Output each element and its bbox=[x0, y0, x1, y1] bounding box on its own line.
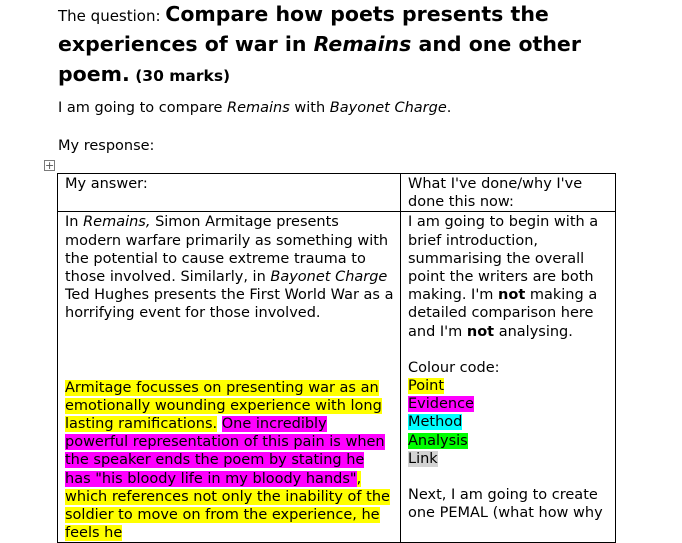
colour-code-list bbox=[408, 377, 609, 468]
notes-text-2: making a detailed comparison here and I'm bbox=[408, 287, 598, 340]
intro-text-1: In bbox=[65, 214, 84, 231]
evidence-highlight: One incredibly powerful representation of this pain is when the speaker ends the poem by stating he has "his bloody life in my bloody hands" bbox=[65, 416, 385, 487]
header-answer-cell[interactable]: My answer: bbox=[58, 174, 401, 212]
compare-pre: I am going to compare bbox=[58, 100, 228, 116]
table-move-handle-icon[interactable]: + bbox=[45, 159, 55, 172]
question-prefix: The question: bbox=[58, 7, 166, 25]
question-title-part1: Compare how poets presents the experiences of war in bbox=[58, 2, 549, 56]
question-title-part2: and one other poem. bbox=[58, 32, 581, 86]
intro-text-2: Simon Armitage presents modern warfare primarily as something with the potential to cause extreme trauma to those involved. Similarly, in bbox=[65, 214, 389, 286]
question-marks: (30 marks) bbox=[129, 67, 231, 85]
legend-link: Link bbox=[408, 450, 438, 467]
question-heading bbox=[58, 0, 658, 90]
paragraph-spacer bbox=[65, 323, 394, 379]
compare-post: . bbox=[446, 100, 452, 116]
pemal-paragraph bbox=[65, 379, 394, 543]
header-notes-cell[interactable]: What I've done/why I've done this now: bbox=[401, 174, 616, 212]
notes-cell[interactable] bbox=[401, 212, 616, 543]
next-note: Next, I am going to create one PEMAL (what how why bbox=[408, 487, 603, 522]
point-continuation: which references not only the inability of the soldier to move on from the experience, he feels he bbox=[65, 488, 390, 542]
notes-intro bbox=[408, 213, 609, 340]
legend-evidence: Evidence bbox=[408, 396, 474, 413]
response-label: My response: bbox=[58, 138, 155, 154]
response-table bbox=[57, 173, 616, 543]
notes-spacer bbox=[408, 341, 609, 359]
legend-method: Method bbox=[408, 414, 463, 431]
notes-spacer-2 bbox=[408, 468, 609, 486]
intro-poem-bayonet: Bayonet Charge bbox=[270, 269, 388, 286]
notes-text-3: analysing. bbox=[494, 323, 573, 340]
colour-code-label: Colour code: bbox=[408, 359, 500, 376]
table-header-row bbox=[58, 174, 616, 212]
legend-analysis: Analysis bbox=[408, 432, 468, 449]
intro-poem-remains: Remains, bbox=[83, 214, 151, 231]
intro-paragraph bbox=[65, 213, 394, 322]
point-highlight: Armitage focusses on presenting war as an emotionally wounding experience with long lasting ramifications. bbox=[65, 379, 382, 433]
notes-bold-not-1: not bbox=[498, 287, 526, 304]
answer-cell[interactable] bbox=[58, 212, 401, 543]
compare-mid: with bbox=[289, 100, 330, 116]
notes-text-1: I am going to begin with a brief introduction, summarising the overall point the writers are both making. I'm bbox=[408, 214, 599, 304]
question-title-poem: Remains bbox=[313, 32, 412, 56]
notes-bold-not-2: not bbox=[466, 323, 495, 340]
legend-point: Point bbox=[408, 378, 445, 395]
point-comma: , bbox=[356, 470, 362, 487]
compare-poem2: Bayonet Charge bbox=[329, 100, 447, 116]
compare-poem1: Remains bbox=[227, 100, 290, 116]
compare-statement bbox=[58, 100, 451, 116]
table-body-row bbox=[58, 212, 616, 543]
intro-text-3: Ted Hughes presents the First World War as a horrifying event for those involved. bbox=[65, 287, 394, 322]
